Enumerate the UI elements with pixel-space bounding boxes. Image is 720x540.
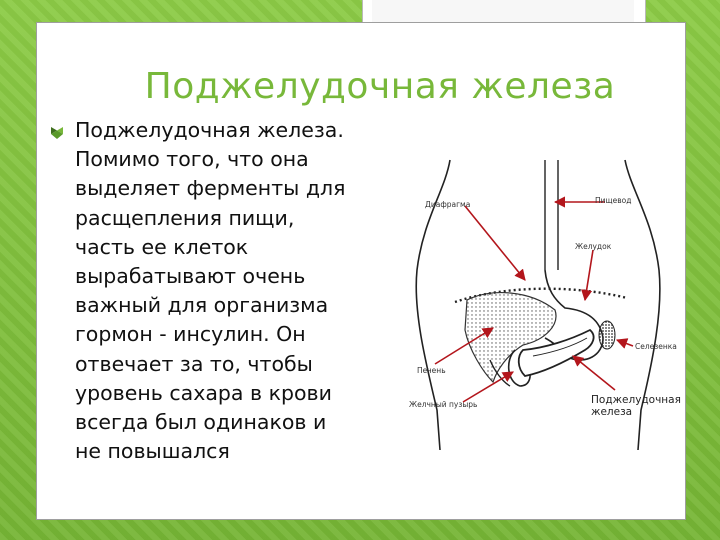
arrow-spleen [617,340,633,346]
bullet-line: расщепления пищи, [75,205,295,230]
bullet-line: гормон - инсулин. Он [75,322,306,347]
label-pancreas [591,394,681,418]
label-diaphragm: Диафрагма [425,200,471,209]
label-pancreas-line1: Поджелудочная [591,394,681,406]
bullet-line: часть ее клеток [75,234,249,259]
bullet-line: выделяет ферменты для [75,176,346,201]
bullet-line: уровень сахара в крови [75,380,332,405]
bullet-text [75,116,405,466]
bullet-line: важный для организма [75,293,329,318]
bullet-icon [50,126,64,140]
label-liver: Печень [417,366,446,375]
label-pancreas-line2: железа [591,406,633,418]
label-spleen: Селезенка [635,342,677,351]
arrow-diaphragm [465,206,525,280]
label-esophagus: Пищевод [595,196,632,205]
arrow-stomach [585,250,593,300]
bullet-line: Помимо того, что она [75,147,309,172]
arrow-pancreas [573,356,615,390]
bullet-line: всегда был одинаков и [75,410,327,435]
bullet-line: вырабатывают очень [75,264,306,289]
bullet-line: отвечает за то, чтобы [75,351,313,376]
label-gallbladder: Желчный пузырь [409,400,478,409]
bullet-lead: Поджелудочная железа. [75,118,344,142]
spleen-shape [599,321,615,349]
slide-title: Поджелудочная железа [144,66,616,107]
label-stomach: Желудок [575,242,612,251]
anatomy-diagram [395,150,685,459]
bullet-line: не повышался [75,439,230,464]
